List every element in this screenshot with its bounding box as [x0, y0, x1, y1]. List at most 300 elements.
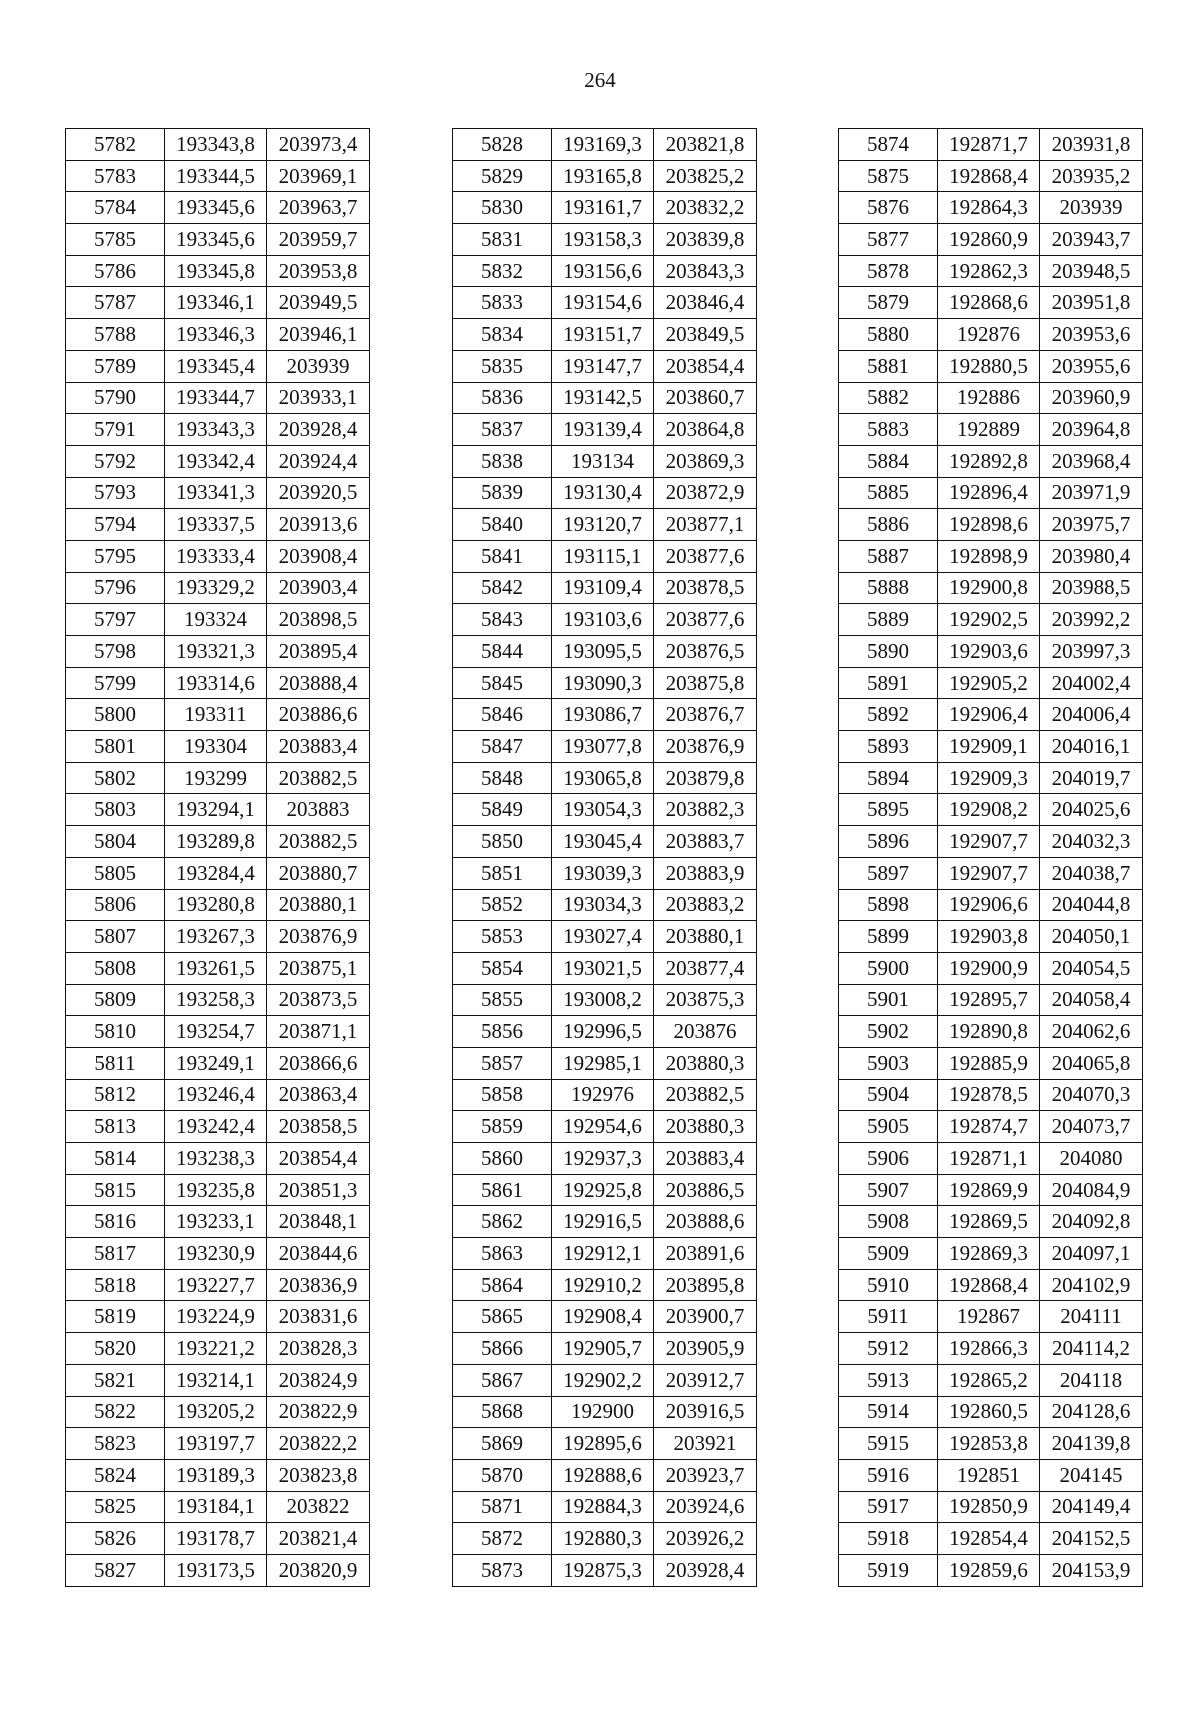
x-coordinate-cell: 193169,3 — [552, 129, 654, 161]
table-row — [453, 636, 757, 668]
x-coordinate-cell: 193120,7 — [552, 509, 654, 541]
table-row — [839, 255, 1143, 287]
x-coordinate-cell: 193345,4 — [165, 350, 267, 382]
point-number-cell: 5896 — [839, 826, 938, 858]
y-coordinate-cell: 203895,8 — [654, 1269, 757, 1301]
table-row — [66, 414, 370, 446]
point-number-cell: 5915 — [839, 1428, 938, 1460]
y-coordinate-cell: 203939 — [1040, 192, 1143, 224]
y-coordinate-cell: 203883,2 — [654, 889, 757, 921]
y-coordinate-cell: 203943,7 — [1040, 224, 1143, 256]
point-number-cell: 5846 — [453, 699, 552, 731]
point-number-cell: 5826 — [66, 1523, 165, 1555]
table-row — [839, 1174, 1143, 1206]
table-row — [66, 255, 370, 287]
point-number-cell: 5858 — [453, 1079, 552, 1111]
x-coordinate-cell: 193197,7 — [165, 1428, 267, 1460]
y-coordinate-cell: 203973,4 — [267, 129, 370, 161]
y-coordinate-cell: 203912,7 — [654, 1364, 757, 1396]
point-number-cell: 5832 — [453, 255, 552, 287]
y-coordinate-cell: 203980,4 — [1040, 540, 1143, 572]
y-coordinate-cell: 204149,4 — [1040, 1491, 1143, 1523]
table-row — [453, 699, 757, 731]
table-row — [453, 1238, 757, 1270]
point-number-cell: 5899 — [839, 921, 938, 953]
y-coordinate-cell: 203854,4 — [267, 1143, 370, 1175]
x-coordinate-cell: 192985,1 — [552, 1047, 654, 1079]
x-coordinate-cell: 192876 — [938, 319, 1040, 351]
table-row — [453, 1016, 757, 1048]
x-coordinate-cell: 192869,5 — [938, 1206, 1040, 1238]
x-coordinate-cell: 192996,5 — [552, 1016, 654, 1048]
y-coordinate-cell: 203903,4 — [267, 572, 370, 604]
table-row — [453, 1143, 757, 1175]
y-coordinate-cell: 203969,1 — [267, 160, 370, 192]
point-number-cell: 5855 — [453, 984, 552, 1016]
point-number-cell: 5789 — [66, 350, 165, 382]
x-coordinate-cell: 192902,2 — [552, 1364, 654, 1396]
x-coordinate-cell: 193343,8 — [165, 129, 267, 161]
table-row — [66, 857, 370, 889]
y-coordinate-cell: 203933,1 — [267, 382, 370, 414]
table-row — [453, 287, 757, 319]
table-row — [453, 445, 757, 477]
x-coordinate-cell: 193039,3 — [552, 857, 654, 889]
x-coordinate-cell: 192908,4 — [552, 1301, 654, 1333]
y-coordinate-cell: 203931,8 — [1040, 129, 1143, 161]
point-number-cell: 5819 — [66, 1301, 165, 1333]
point-number-cell: 5892 — [839, 699, 938, 731]
table-row — [66, 604, 370, 636]
x-coordinate-cell: 193345,6 — [165, 224, 267, 256]
y-coordinate-cell: 203821,4 — [267, 1523, 370, 1555]
y-coordinate-cell: 204097,1 — [1040, 1238, 1143, 1270]
table-row — [839, 1143, 1143, 1175]
x-coordinate-cell: 192916,5 — [552, 1206, 654, 1238]
y-coordinate-cell: 203858,5 — [267, 1111, 370, 1143]
point-number-cell: 5845 — [453, 667, 552, 699]
x-coordinate-cell: 193095,5 — [552, 636, 654, 668]
table-row — [66, 636, 370, 668]
y-coordinate-cell: 203849,5 — [654, 319, 757, 351]
table-row — [66, 1428, 370, 1460]
x-coordinate-cell: 193346,3 — [165, 319, 267, 351]
point-number-cell: 5849 — [453, 794, 552, 826]
y-coordinate-cell: 203877,6 — [654, 604, 757, 636]
point-number-cell: 5831 — [453, 224, 552, 256]
y-coordinate-cell: 203877,4 — [654, 952, 757, 984]
y-coordinate-cell: 204070,3 — [1040, 1079, 1143, 1111]
point-number-cell: 5908 — [839, 1206, 938, 1238]
x-coordinate-cell: 192851 — [938, 1459, 1040, 1491]
table-row — [839, 699, 1143, 731]
x-coordinate-cell: 192903,6 — [938, 636, 1040, 668]
y-coordinate-cell: 203873,5 — [267, 984, 370, 1016]
x-coordinate-cell: 193065,8 — [552, 762, 654, 794]
table-row — [453, 1364, 757, 1396]
y-coordinate-cell: 203866,6 — [267, 1047, 370, 1079]
point-number-cell: 5891 — [839, 667, 938, 699]
x-coordinate-cell: 193156,6 — [552, 255, 654, 287]
table-row — [839, 1554, 1143, 1586]
x-coordinate-cell: 193311 — [165, 699, 267, 731]
point-number-cell: 5874 — [839, 129, 938, 161]
y-coordinate-cell: 203891,6 — [654, 1238, 757, 1270]
point-number-cell: 5894 — [839, 762, 938, 794]
y-coordinate-cell: 203843,3 — [654, 255, 757, 287]
x-coordinate-cell: 193254,7 — [165, 1016, 267, 1048]
y-coordinate-cell: 203872,9 — [654, 477, 757, 509]
point-number-cell: 5802 — [66, 762, 165, 794]
table-row — [453, 1111, 757, 1143]
y-coordinate-cell: 203882,5 — [267, 762, 370, 794]
point-number-cell: 5881 — [839, 350, 938, 382]
table-row — [453, 477, 757, 509]
y-coordinate-cell: 203836,9 — [267, 1269, 370, 1301]
x-coordinate-cell: 193341,3 — [165, 477, 267, 509]
y-coordinate-cell: 203876,7 — [654, 699, 757, 731]
point-number-cell: 5799 — [66, 667, 165, 699]
table-row — [66, 1016, 370, 1048]
x-coordinate-cell: 193238,3 — [165, 1143, 267, 1175]
point-number-cell: 5815 — [66, 1174, 165, 1206]
point-number-cell: 5863 — [453, 1238, 552, 1270]
y-coordinate-cell: 203886,5 — [654, 1174, 757, 1206]
point-number-cell: 5793 — [66, 477, 165, 509]
y-coordinate-cell: 204032,3 — [1040, 826, 1143, 858]
x-coordinate-cell: 193324 — [165, 604, 267, 636]
table-row — [66, 731, 370, 763]
table-row — [66, 1269, 370, 1301]
y-coordinate-cell: 203863,4 — [267, 1079, 370, 1111]
point-number-cell: 5827 — [66, 1554, 165, 1586]
point-number-cell: 5810 — [66, 1016, 165, 1048]
point-number-cell: 5867 — [453, 1364, 552, 1396]
y-coordinate-cell: 203935,2 — [1040, 160, 1143, 192]
y-coordinate-cell: 203964,8 — [1040, 414, 1143, 446]
x-coordinate-cell: 192853,8 — [938, 1428, 1040, 1460]
x-coordinate-cell: 192909,3 — [938, 762, 1040, 794]
table-row — [839, 1459, 1143, 1491]
table-row — [66, 160, 370, 192]
x-coordinate-cell: 192868,4 — [938, 160, 1040, 192]
coordinates-table-1 — [65, 128, 370, 1587]
x-coordinate-cell: 193345,8 — [165, 255, 267, 287]
point-number-cell: 5856 — [453, 1016, 552, 1048]
table-row — [66, 477, 370, 509]
x-coordinate-cell: 192890,8 — [938, 1016, 1040, 1048]
y-coordinate-cell: 203822,2 — [267, 1428, 370, 1460]
table-row — [839, 889, 1143, 921]
point-number-cell: 5885 — [839, 477, 938, 509]
y-coordinate-cell: 203924,6 — [654, 1491, 757, 1523]
x-coordinate-cell: 192907,7 — [938, 857, 1040, 889]
y-coordinate-cell: 204128,6 — [1040, 1396, 1143, 1428]
point-number-cell: 5897 — [839, 857, 938, 889]
point-number-cell: 5848 — [453, 762, 552, 794]
x-coordinate-cell: 193329,2 — [165, 572, 267, 604]
y-coordinate-cell: 203876 — [654, 1016, 757, 1048]
table-row — [66, 667, 370, 699]
x-coordinate-cell: 192900 — [552, 1396, 654, 1428]
y-coordinate-cell: 203895,4 — [267, 636, 370, 668]
table-row — [839, 731, 1143, 763]
point-number-cell: 5871 — [453, 1491, 552, 1523]
x-coordinate-cell: 192864,3 — [938, 192, 1040, 224]
x-coordinate-cell: 193077,8 — [552, 731, 654, 763]
x-coordinate-cell: 192898,9 — [938, 540, 1040, 572]
point-number-cell: 5795 — [66, 540, 165, 572]
y-coordinate-cell: 204050,1 — [1040, 921, 1143, 953]
point-number-cell: 5853 — [453, 921, 552, 953]
y-coordinate-cell: 204019,7 — [1040, 762, 1143, 794]
x-coordinate-cell: 192954,6 — [552, 1111, 654, 1143]
table-row — [66, 572, 370, 604]
table-row — [453, 1206, 757, 1238]
point-number-cell: 5803 — [66, 794, 165, 826]
y-coordinate-cell: 203880,1 — [654, 921, 757, 953]
y-coordinate-cell: 203875,3 — [654, 984, 757, 1016]
point-number-cell: 5913 — [839, 1364, 938, 1396]
table-row — [453, 160, 757, 192]
y-coordinate-cell: 204025,6 — [1040, 794, 1143, 826]
y-coordinate-cell: 203921 — [654, 1428, 757, 1460]
point-number-cell: 5820 — [66, 1333, 165, 1365]
point-number-cell: 5804 — [66, 826, 165, 858]
table-row — [66, 1554, 370, 1586]
point-number-cell: 5886 — [839, 509, 938, 541]
y-coordinate-cell: 203822 — [267, 1491, 370, 1523]
point-number-cell: 5828 — [453, 129, 552, 161]
table-row — [66, 509, 370, 541]
x-coordinate-cell: 193261,5 — [165, 952, 267, 984]
point-number-cell: 5816 — [66, 1206, 165, 1238]
point-number-cell: 5861 — [453, 1174, 552, 1206]
point-number-cell: 5844 — [453, 636, 552, 668]
point-number-cell: 5903 — [839, 1047, 938, 1079]
x-coordinate-cell: 192903,8 — [938, 921, 1040, 953]
table-row — [66, 1301, 370, 1333]
table-row — [839, 984, 1143, 1016]
y-coordinate-cell: 203854,4 — [654, 350, 757, 382]
y-coordinate-cell: 203975,7 — [1040, 509, 1143, 541]
y-coordinate-cell: 203883,4 — [267, 731, 370, 763]
y-coordinate-cell: 203992,2 — [1040, 604, 1143, 636]
y-coordinate-cell: 203860,7 — [654, 382, 757, 414]
y-coordinate-cell: 204062,6 — [1040, 1016, 1143, 1048]
point-number-cell: 5808 — [66, 952, 165, 984]
point-number-cell: 5912 — [839, 1333, 938, 1365]
x-coordinate-cell: 192866,3 — [938, 1333, 1040, 1365]
point-number-cell: 5813 — [66, 1111, 165, 1143]
table-row — [453, 192, 757, 224]
table-row — [839, 382, 1143, 414]
point-number-cell: 5837 — [453, 414, 552, 446]
table-row — [839, 762, 1143, 794]
table-row — [66, 445, 370, 477]
table-row — [453, 1079, 757, 1111]
y-coordinate-cell: 203828,3 — [267, 1333, 370, 1365]
table-row — [453, 1491, 757, 1523]
table-row — [66, 1491, 370, 1523]
x-coordinate-cell: 193027,4 — [552, 921, 654, 953]
point-number-cell: 5835 — [453, 350, 552, 382]
point-number-cell: 5876 — [839, 192, 938, 224]
x-coordinate-cell: 192892,8 — [938, 445, 1040, 477]
x-coordinate-cell: 193142,5 — [552, 382, 654, 414]
x-coordinate-cell: 193321,3 — [165, 636, 267, 668]
point-number-cell: 5836 — [453, 382, 552, 414]
table-row — [66, 794, 370, 826]
y-coordinate-cell: 203960,9 — [1040, 382, 1143, 414]
x-coordinate-cell: 193130,4 — [552, 477, 654, 509]
x-coordinate-cell: 193267,3 — [165, 921, 267, 953]
point-number-cell: 5882 — [839, 382, 938, 414]
y-coordinate-cell: 203832,2 — [654, 192, 757, 224]
y-coordinate-cell: 203882,3 — [654, 794, 757, 826]
table-row — [839, 1428, 1143, 1460]
point-number-cell: 5911 — [839, 1301, 938, 1333]
x-coordinate-cell: 193214,1 — [165, 1364, 267, 1396]
x-coordinate-cell: 192909,1 — [938, 731, 1040, 763]
table-row — [839, 1238, 1143, 1270]
point-number-cell: 5830 — [453, 192, 552, 224]
point-number-cell: 5880 — [839, 319, 938, 351]
y-coordinate-cell: 203949,5 — [267, 287, 370, 319]
table-row — [453, 1554, 757, 1586]
point-number-cell: 5872 — [453, 1523, 552, 1555]
point-number-cell: 5850 — [453, 826, 552, 858]
point-number-cell: 5829 — [453, 160, 552, 192]
y-coordinate-cell: 203898,5 — [267, 604, 370, 636]
point-number-cell: 5783 — [66, 160, 165, 192]
point-number-cell: 5859 — [453, 1111, 552, 1143]
point-number-cell: 5906 — [839, 1143, 938, 1175]
table-row — [453, 1269, 757, 1301]
table-row — [839, 1269, 1143, 1301]
point-number-cell: 5854 — [453, 952, 552, 984]
x-coordinate-cell: 192868,4 — [938, 1269, 1040, 1301]
table-row — [66, 952, 370, 984]
point-number-cell: 5785 — [66, 224, 165, 256]
x-coordinate-cell: 193289,8 — [165, 826, 267, 858]
x-coordinate-cell: 192888,6 — [552, 1459, 654, 1491]
point-number-cell: 5890 — [839, 636, 938, 668]
y-coordinate-cell: 203876,9 — [654, 731, 757, 763]
table-row — [66, 984, 370, 1016]
y-coordinate-cell: 203886,6 — [267, 699, 370, 731]
x-coordinate-cell: 192895,7 — [938, 984, 1040, 1016]
table-row — [839, 1364, 1143, 1396]
x-coordinate-cell: 193233,1 — [165, 1206, 267, 1238]
y-coordinate-cell: 203871,1 — [267, 1016, 370, 1048]
table-row — [453, 794, 757, 826]
point-number-cell: 5792 — [66, 445, 165, 477]
y-coordinate-cell: 203900,7 — [654, 1301, 757, 1333]
y-coordinate-cell: 204114,2 — [1040, 1333, 1143, 1365]
point-number-cell: 5807 — [66, 921, 165, 953]
y-coordinate-cell: 204065,8 — [1040, 1047, 1143, 1079]
point-number-cell: 5898 — [839, 889, 938, 921]
table-row — [839, 1016, 1143, 1048]
y-coordinate-cell: 203963,7 — [267, 192, 370, 224]
table-row — [839, 540, 1143, 572]
x-coordinate-cell: 192885,9 — [938, 1047, 1040, 1079]
x-coordinate-cell: 192865,2 — [938, 1364, 1040, 1396]
y-coordinate-cell: 203876,9 — [267, 921, 370, 953]
point-number-cell: 5887 — [839, 540, 938, 572]
x-coordinate-cell: 192871,7 — [938, 129, 1040, 161]
point-number-cell: 5907 — [839, 1174, 938, 1206]
table-row — [453, 1428, 757, 1460]
y-coordinate-cell: 203946,1 — [267, 319, 370, 351]
x-coordinate-cell: 193346,1 — [165, 287, 267, 319]
point-number-cell: 5786 — [66, 255, 165, 287]
y-coordinate-cell: 203939 — [267, 350, 370, 382]
x-coordinate-cell: 193344,7 — [165, 382, 267, 414]
point-number-cell: 5905 — [839, 1111, 938, 1143]
y-coordinate-cell: 204092,8 — [1040, 1206, 1143, 1238]
x-coordinate-cell: 192874,7 — [938, 1111, 1040, 1143]
table-row — [839, 1079, 1143, 1111]
point-number-cell: 5806 — [66, 889, 165, 921]
table-row — [66, 1047, 370, 1079]
table-row — [66, 319, 370, 351]
y-coordinate-cell: 204084,9 — [1040, 1174, 1143, 1206]
point-number-cell: 5818 — [66, 1269, 165, 1301]
x-coordinate-cell: 192860,5 — [938, 1396, 1040, 1428]
table-row — [839, 1206, 1143, 1238]
y-coordinate-cell: 203926,2 — [654, 1523, 757, 1555]
table-row — [839, 1047, 1143, 1079]
table-row — [839, 192, 1143, 224]
x-coordinate-cell: 192886 — [938, 382, 1040, 414]
x-coordinate-cell: 193086,7 — [552, 699, 654, 731]
x-coordinate-cell: 192898,6 — [938, 509, 1040, 541]
table-row — [66, 129, 370, 161]
table-row — [839, 1333, 1143, 1365]
y-coordinate-cell: 203913,6 — [267, 509, 370, 541]
table-row — [66, 1143, 370, 1175]
point-number-cell: 5870 — [453, 1459, 552, 1491]
x-coordinate-cell: 193054,3 — [552, 794, 654, 826]
x-coordinate-cell: 192906,4 — [938, 699, 1040, 731]
x-coordinate-cell: 192902,5 — [938, 604, 1040, 636]
y-coordinate-cell: 203948,5 — [1040, 255, 1143, 287]
table-row — [839, 129, 1143, 161]
y-coordinate-cell: 203831,6 — [267, 1301, 370, 1333]
x-coordinate-cell: 193235,8 — [165, 1174, 267, 1206]
table-row — [839, 952, 1143, 984]
y-coordinate-cell: 203824,9 — [267, 1364, 370, 1396]
x-coordinate-cell: 192860,9 — [938, 224, 1040, 256]
point-number-cell: 5794 — [66, 509, 165, 541]
table-row — [839, 794, 1143, 826]
y-coordinate-cell: 203880,7 — [267, 857, 370, 889]
y-coordinate-cell: 204054,5 — [1040, 952, 1143, 984]
y-coordinate-cell: 204038,7 — [1040, 857, 1143, 889]
x-coordinate-cell: 192862,3 — [938, 255, 1040, 287]
y-coordinate-cell: 203822,9 — [267, 1396, 370, 1428]
y-coordinate-cell: 204145 — [1040, 1459, 1143, 1491]
x-coordinate-cell: 193178,7 — [165, 1523, 267, 1555]
x-coordinate-cell: 193304 — [165, 731, 267, 763]
y-coordinate-cell: 204073,7 — [1040, 1111, 1143, 1143]
table-row — [839, 509, 1143, 541]
table-row — [66, 1523, 370, 1555]
table-row — [453, 921, 757, 953]
point-number-cell: 5917 — [839, 1491, 938, 1523]
